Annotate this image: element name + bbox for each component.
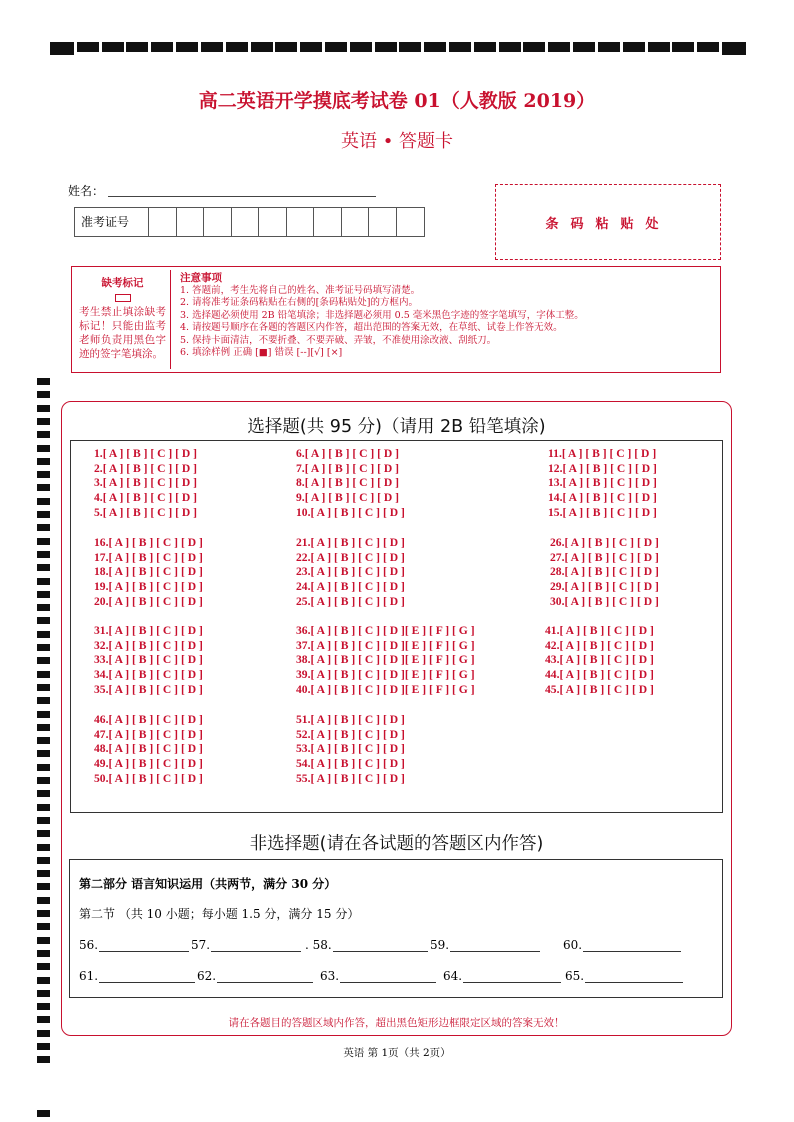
blank-61[interactable]: 61. — [79, 968, 195, 983]
exam-number-cell[interactable] — [287, 208, 315, 236]
choice-question-17[interactable]: 17.[ A ] [ B ] [ C ] [ D ] — [94, 550, 203, 564]
timing-mark — [37, 830, 50, 837]
choice-question-34[interactable]: 34.[ A ] [ B ] [ C ] [ D ] — [94, 668, 203, 682]
blank-57[interactable]: 57. — [191, 937, 301, 952]
timing-mark — [37, 578, 50, 585]
timing-mark — [623, 42, 645, 52]
timing-mark — [37, 1003, 50, 1010]
exam-number-cell[interactable] — [369, 208, 397, 236]
answer-warning: 请在各题目的答题区域内作答，超出黑色矩形边框限定区域的答案无效！ — [228, 1017, 565, 1029]
timing-mark — [37, 471, 50, 478]
timing-mark — [722, 42, 746, 55]
timing-mark — [251, 42, 273, 52]
choice-question-55[interactable]: 55.[ A ] [ B ] [ C ] [ D ] — [296, 771, 405, 785]
timing-mark — [37, 750, 50, 757]
exam-subtitle: 英语 • 答题卡 — [340, 131, 454, 152]
timing-mark — [37, 657, 50, 664]
timing-mark — [201, 42, 223, 52]
timing-mark — [37, 551, 50, 558]
blank-56[interactable]: 56. — [79, 937, 189, 952]
notice-title: 注意事项 — [180, 272, 222, 284]
exam-number-cell[interactable] — [397, 208, 425, 236]
choice-question-7[interactable]: 7.[ A ] [ B ] [ C ] [ D ] — [296, 461, 400, 475]
timing-mark — [37, 910, 50, 917]
timing-mark — [37, 777, 50, 784]
choice-question-9[interactable]: 9.[ A ] [ B ] [ C ] [ D ] — [296, 491, 400, 505]
timing-mark — [37, 764, 50, 771]
choice-question-18[interactable]: 18.[ A ] [ B ] [ C ] [ D ] — [94, 565, 203, 579]
choice-question-53[interactable]: 53.[ A ] [ B ] [ C ] [ D ] — [296, 742, 405, 756]
timing-mark — [37, 591, 50, 598]
choice-question-52[interactable]: 52.[ A ] [ B ] [ C ] [ D ] — [296, 727, 405, 741]
timing-mark — [37, 790, 50, 797]
timing-mark — [37, 1030, 50, 1037]
timing-mark — [102, 42, 124, 52]
notice-item: 6. 填涂样例 正确 [■] 错误 [--][√] [×] — [180, 347, 343, 358]
notice-item: 5. 保持卡面清洁，不要折叠、不要弄破、弄皱，不准使用涂改液、刮纸刀。 — [180, 334, 497, 346]
timing-mark — [37, 631, 50, 638]
absent-mark-text: 考生禁止填涂缺考标记！只能由监考老师负责用黑色字迹的签字笔填涂。 — [79, 306, 166, 360]
choice-question-54[interactable]: 54.[ A ] [ B ] [ C ] [ D ] — [296, 757, 405, 771]
blank-62[interactable]: 62. — [197, 968, 313, 983]
timing-mark — [424, 42, 446, 52]
choice-question-32[interactable]: 32.[ A ] [ B ] [ C ] [ D ] — [94, 638, 203, 652]
choice-question-31[interactable]: 31.[ A ] [ B ] [ C ] [ D ] — [94, 624, 203, 637]
blank-64[interactable]: 64. — [443, 968, 561, 983]
notice-item: 4. 请按题号顺序在各题的答题区内作答，超出范围的答案无效，在草纸、试卷上作答无效。 — [180, 322, 563, 333]
exam-number-cell[interactable] — [232, 208, 260, 236]
choice-section-title: 选择题(共 95 分)（请用 2B 铅笔填涂) — [247, 417, 546, 437]
choice-question-5[interactable]: 5.[ A ] [ B ] [ C ] [ D ] — [94, 505, 198, 519]
timing-mark — [37, 604, 50, 611]
timing-mark — [350, 42, 372, 52]
timing-mark — [226, 42, 248, 52]
timing-mark — [37, 418, 50, 425]
timing-mark — [697, 42, 719, 52]
choice-question-44[interactable]: 44.[ A ] [ B ] [ C ] [ D ] — [545, 668, 654, 682]
choice-question-43[interactable]: 43.[ A ] [ B ] [ C ] [ D ] — [545, 653, 654, 667]
section-two-title: 第二节 （共 10 小题；每小题 1.5 分，满分 15 分） — [79, 907, 360, 921]
timing-mark — [37, 564, 50, 571]
blank-65[interactable]: 65. — [565, 968, 683, 983]
choice-question-13[interactable]: 13.[ A ] [ B ] [ C ] [ D ] — [548, 476, 657, 490]
timing-mark — [37, 857, 50, 864]
choice-question-28[interactable]: 28.[ A ] [ B ] [ C ] [ D ] — [550, 565, 659, 579]
choice-question-50[interactable]: 50.[ A ] [ B ] [ C ] [ D ] — [94, 771, 203, 785]
choice-question-36[interactable]: 36.[ A ] [ B ] [ C ] [ D ][ E ] [ F ] [ G ] — [296, 624, 475, 637]
timing-mark — [300, 42, 322, 52]
choice-question-29[interactable]: 29.[ A ] [ B ] [ C ] [ D ] — [550, 580, 659, 594]
timing-mark — [37, 405, 50, 412]
blank-60[interactable]: 60. — [563, 937, 681, 952]
choice-question-24[interactable]: 24.[ A ] [ B ] [ C ] [ D ] — [296, 580, 405, 594]
barcode-area[interactable]: 条码粘贴处 — [495, 184, 721, 260]
choice-question-51[interactable]: 51.[ A ] [ B ] [ C ] [ D ] — [296, 713, 405, 726]
choice-question-39[interactable]: 39.[ A ] [ B ] [ C ] [ D ][ E ] [ F ] [ G ] — [296, 668, 475, 682]
choice-question-4[interactable]: 4.[ A ] [ B ] [ C ] [ D ] — [94, 491, 198, 505]
choice-question-41[interactable]: 41.[ A ] [ B ] [ C ] [ D ] — [545, 624, 654, 637]
choice-question-20[interactable]: 20.[ A ] [ B ] [ C ] [ D ] — [94, 594, 203, 608]
notice-item: 2. 请将准考证条码粘贴在右侧的[条码粘贴处]的方框内。 — [180, 297, 418, 308]
timing-mark — [37, 737, 50, 744]
timing-mark — [37, 671, 50, 678]
name-field[interactable] — [108, 196, 376, 197]
timing-mark — [37, 724, 50, 731]
timing-mark — [37, 950, 50, 957]
choice-question-49[interactable]: 49.[ A ] [ B ] [ C ] [ D ] — [94, 757, 203, 771]
left-timing-marks — [37, 378, 51, 1090]
timing-mark — [37, 524, 50, 531]
timing-mark — [37, 644, 50, 651]
choice-question-1[interactable]: 1.[ A ] [ B ] [ C ] [ D ] — [94, 447, 198, 460]
timing-mark — [573, 42, 595, 52]
timing-mark — [37, 1110, 50, 1117]
exam-number-grid — [74, 207, 425, 237]
exam-number-label: 准考证号 — [75, 208, 149, 236]
timing-mark — [648, 42, 670, 52]
exam-number-cell[interactable] — [259, 208, 287, 236]
choice-question-46[interactable]: 46.[ A ] [ B ] [ C ] [ D ] — [94, 713, 203, 726]
choice-question-40[interactable]: 40.[ A ] [ B ] [ C ] [ D ][ E ] [ F ] [ G ] — [296, 682, 475, 696]
timing-mark — [37, 1016, 50, 1023]
exam-title: 高二英语开学摸底考试卷 01（人教版 2019） — [198, 90, 596, 112]
choice-question-6[interactable]: 6.[ A ] [ B ] [ C ] [ D ] — [296, 447, 400, 460]
top-timing-marks — [50, 42, 746, 54]
timing-mark — [37, 937, 50, 944]
timing-mark — [151, 42, 173, 52]
timing-mark — [37, 990, 50, 997]
timing-mark — [37, 804, 50, 811]
choice-question-10[interactable]: 10.[ A ] [ B ] [ C ] [ D ] — [296, 505, 405, 519]
timing-mark — [37, 445, 50, 452]
blank-58[interactable]: . 58. — [305, 937, 428, 952]
name-label: 姓名： — [68, 184, 105, 198]
choice-question-2[interactable]: 2.[ A ] [ B ] [ C ] [ D ] — [94, 461, 198, 475]
timing-mark — [37, 711, 50, 718]
timing-mark — [37, 498, 50, 505]
timing-mark — [176, 42, 198, 52]
timing-mark — [37, 883, 50, 890]
timing-mark — [37, 977, 50, 984]
timing-mark — [548, 42, 570, 52]
choice-question-19[interactable]: 19.[ A ] [ B ] [ C ] [ D ] — [94, 580, 203, 594]
choice-question-16[interactable]: 16.[ A ] [ B ] [ C ] [ D ] — [94, 536, 203, 549]
timing-mark — [37, 923, 50, 930]
absent-mark-panel — [75, 270, 171, 369]
timing-mark — [523, 42, 545, 52]
timing-mark — [37, 897, 50, 904]
choice-question-23[interactable]: 23.[ A ] [ B ] [ C ] [ D ] — [296, 565, 405, 579]
timing-mark — [449, 42, 471, 52]
choice-question-45[interactable]: 45.[ A ] [ B ] [ C ] [ D ] — [545, 682, 654, 696]
blank-63[interactable]: 63. — [320, 968, 436, 983]
choice-question-12[interactable]: 12.[ A ] [ B ] [ C ] [ D ] — [548, 461, 657, 475]
timing-mark — [37, 817, 50, 824]
choice-question-30[interactable]: 30.[ A ] [ B ] [ C ] [ D ] — [550, 594, 659, 608]
notice-panel — [71, 266, 721, 373]
choice-question-21[interactable]: 21.[ A ] [ B ] [ C ] [ D ] — [296, 536, 405, 549]
notice-item: 3. 选择题必须使用 2B 铅笔填涂；非选择题必须用 0.5 毫米黑色字迹的签字笔填写，字体工整。 — [180, 309, 584, 321]
timing-mark — [77, 42, 99, 52]
timing-mark — [50, 42, 74, 55]
choice-question-26[interactable]: 26.[ A ] [ B ] [ C ] [ D ] — [550, 536, 659, 549]
timing-mark — [37, 844, 50, 851]
absent-mark-title: 缺考标记 — [101, 277, 144, 289]
notice-item: 1. 答题前，考生先将自己的姓名、准考证号码填写清楚。 — [180, 284, 421, 296]
timing-mark — [37, 870, 50, 877]
choice-question-14[interactable]: 14.[ A ] [ B ] [ C ] [ D ] — [548, 491, 657, 505]
timing-mark — [37, 391, 50, 398]
timing-mark — [37, 431, 50, 438]
timing-mark — [37, 458, 50, 465]
choice-question-3[interactable]: 3.[ A ] [ B ] [ C ] [ D ] — [94, 476, 198, 490]
timing-mark — [37, 684, 50, 691]
timing-mark — [37, 378, 50, 385]
choice-question-33[interactable]: 33.[ A ] [ B ] [ C ] [ D ] — [94, 653, 203, 667]
timing-mark — [37, 538, 50, 545]
exam-number-cell[interactable] — [149, 208, 177, 236]
exam-number-cell[interactable] — [314, 208, 342, 236]
timing-mark — [275, 42, 297, 52]
timing-mark — [375, 42, 397, 52]
timing-mark — [474, 42, 496, 52]
choice-question-38[interactable]: 38.[ A ] [ B ] [ C ] [ D ][ E ] [ F ] [ G ] — [296, 653, 475, 667]
timing-mark — [126, 42, 148, 52]
part-two-title: 第二部分 语言知识运用（共两节，满分 30 分） — [79, 877, 337, 891]
choice-question-25[interactable]: 25.[ A ] [ B ] [ C ] [ D ] — [296, 594, 405, 608]
choice-question-15[interactable]: 15.[ A ] [ B ] [ C ] [ D ] — [548, 505, 657, 519]
page-footer: 英语 第 1页（共 2页） — [343, 1047, 451, 1059]
choice-question-37[interactable]: 37.[ A ] [ B ] [ C ] [ D ][ E ] [ F ] [ G ] — [296, 638, 475, 652]
blank-59[interactable]: 59. — [430, 937, 540, 952]
timing-mark — [37, 697, 50, 704]
timing-mark — [325, 42, 347, 52]
timing-mark — [499, 42, 521, 52]
choice-question-11[interactable]: 11.[ A ] [ B ] [ C ] [ D ] — [548, 447, 657, 460]
choice-question-47[interactable]: 47.[ A ] [ B ] [ C ] [ D ] — [94, 727, 203, 741]
timing-mark — [672, 42, 694, 52]
choice-question-48[interactable]: 48.[ A ] [ B ] [ C ] [ D ] — [94, 742, 203, 756]
choice-question-27[interactable]: 27.[ A ] [ B ] [ C ] [ D ] — [550, 550, 659, 564]
choice-question-22[interactable]: 22.[ A ] [ B ] [ C ] [ D ] — [296, 550, 405, 564]
absent-mark-box[interactable] — [115, 294, 131, 302]
timing-mark — [37, 617, 50, 624]
nonchoice-section-title: 非选择题(请在各试题的答题区内作答) — [249, 834, 544, 854]
choice-question-35[interactable]: 35.[ A ] [ B ] [ C ] [ D ] — [94, 682, 203, 696]
exam-number-cell[interactable] — [342, 208, 370, 236]
timing-mark — [37, 511, 50, 518]
exam-number-cell[interactable] — [204, 208, 232, 236]
timing-mark — [598, 42, 620, 52]
timing-mark — [37, 963, 50, 970]
notice-list — [174, 267, 590, 372]
timing-mark — [399, 42, 421, 52]
timing-mark — [37, 484, 50, 491]
exam-number-cell[interactable] — [177, 208, 205, 236]
choice-question-42[interactable]: 42.[ A ] [ B ] [ C ] [ D ] — [545, 638, 654, 652]
choice-question-8[interactable]: 8.[ A ] [ B ] [ C ] [ D ] — [296, 476, 400, 490]
